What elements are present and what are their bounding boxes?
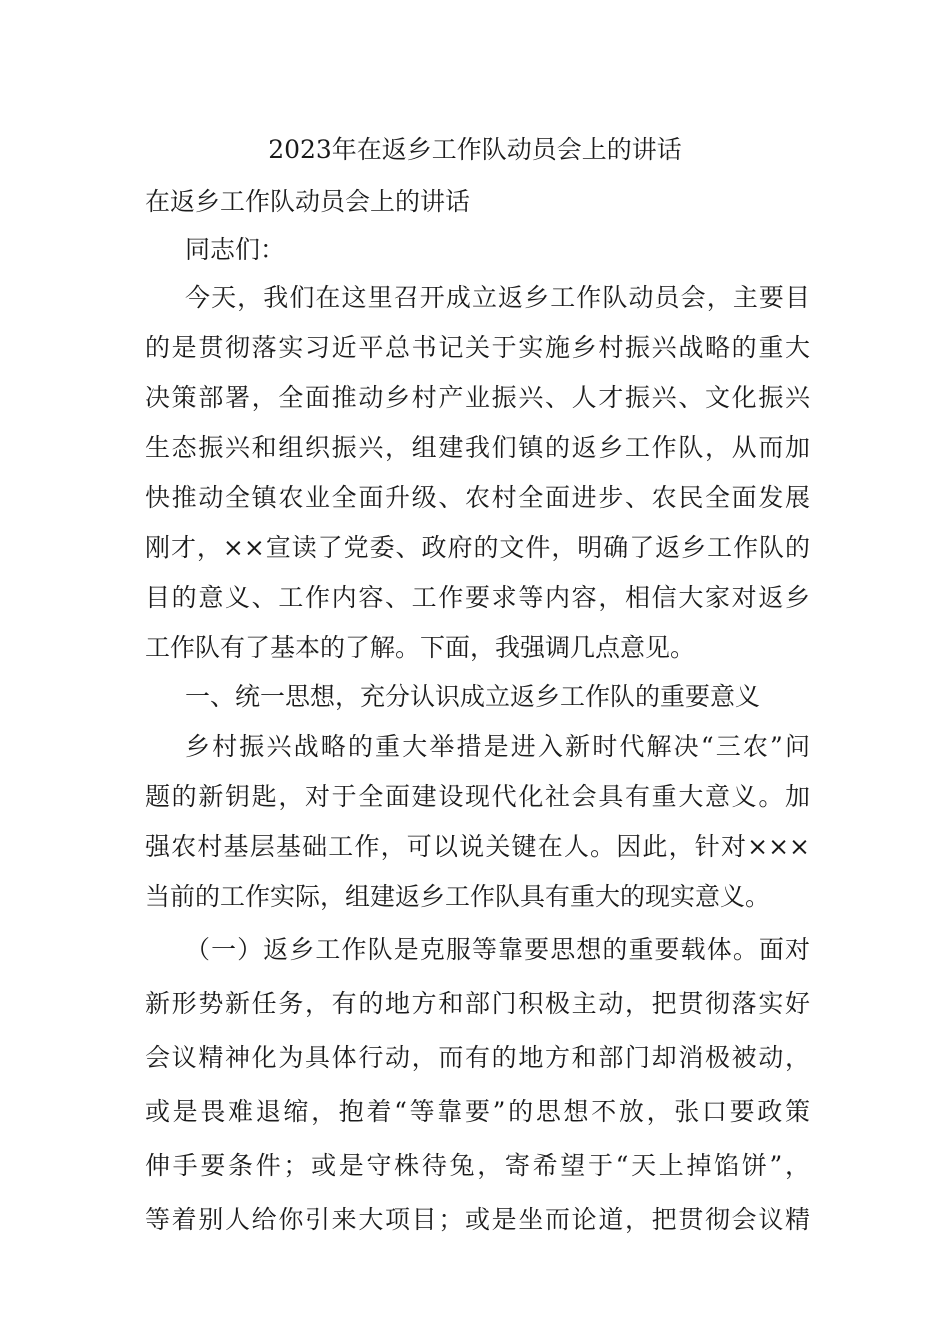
salutation: 同志们： — [185, 235, 286, 264]
document-title: 2023年在返乡工作队动员会上的讲话 — [268, 135, 682, 164]
paragraph-line: 工作队有了基本的了解。下面，我强调几点意见。 — [145, 633, 696, 662]
paragraph-line: 刚才，××宣读了党委、政府的文件，明确了返乡工作队的 — [145, 533, 810, 562]
paragraph-line: 乡村振兴战略的重大举措是进入新时代解决“三农”问 — [185, 732, 810, 761]
paragraph-line: 或是畏难退缩，抱着“等靠要”的思想不放，张口要政策 — [145, 1097, 810, 1126]
paragraph-line: 的是贯彻落实习近平总书记关于实施乡村振兴战略的重大 — [145, 333, 810, 362]
paragraph-line: 生态振兴和组织振兴，组建我们镇的返乡工作队，从而加 — [145, 433, 810, 462]
paragraph-line: 决策部署，全面推动乡村产业振兴、人才振兴、文化振兴 — [145, 383, 810, 412]
paragraph-line: 今天，我们在这里召开成立返乡工作队动员会，主要目 — [185, 283, 810, 312]
paragraph-line: 会议精神化为具体行动，而有的地方和部门却消极被动， — [145, 1043, 810, 1072]
document-subtitle: 在返乡工作队动员会上的讲话 — [145, 187, 471, 216]
paragraph-line: 新形势新任务，有的地方和部门积极主动，把贯彻落实好 — [145, 989, 810, 1018]
paragraph-line: 伸手要条件；或是守株待兔，寄希望于“天上掉馅饼”， — [145, 1151, 810, 1180]
paragraph-line: 题的新钥匙，对于全面建设现代化社会具有重大意义。加 — [145, 782, 810, 811]
paragraph-line: （一）返乡工作队是克服等靠要思想的重要载体。面对 — [185, 935, 810, 964]
paragraph-line: 等着别人给你引来大项目；或是坐而论道，把贯彻会议精 — [145, 1205, 810, 1234]
paragraph-line: 强农村基层基础工作，可以说关键在人。因此，针对××× — [145, 832, 810, 861]
paragraph-line: 当前的工作实际，组建返乡工作队具有重大的现实意义。 — [145, 882, 771, 911]
paragraph-line: 快推动全镇农业全面升级、农村全面进步、农民全面发展 — [145, 483, 810, 512]
section-heading: 一、统一思想，充分认识成立返乡工作队的重要意义 — [185, 682, 761, 711]
paragraph-line: 目的意义、工作内容、工作要求等内容，相信大家对返乡 — [145, 583, 810, 612]
